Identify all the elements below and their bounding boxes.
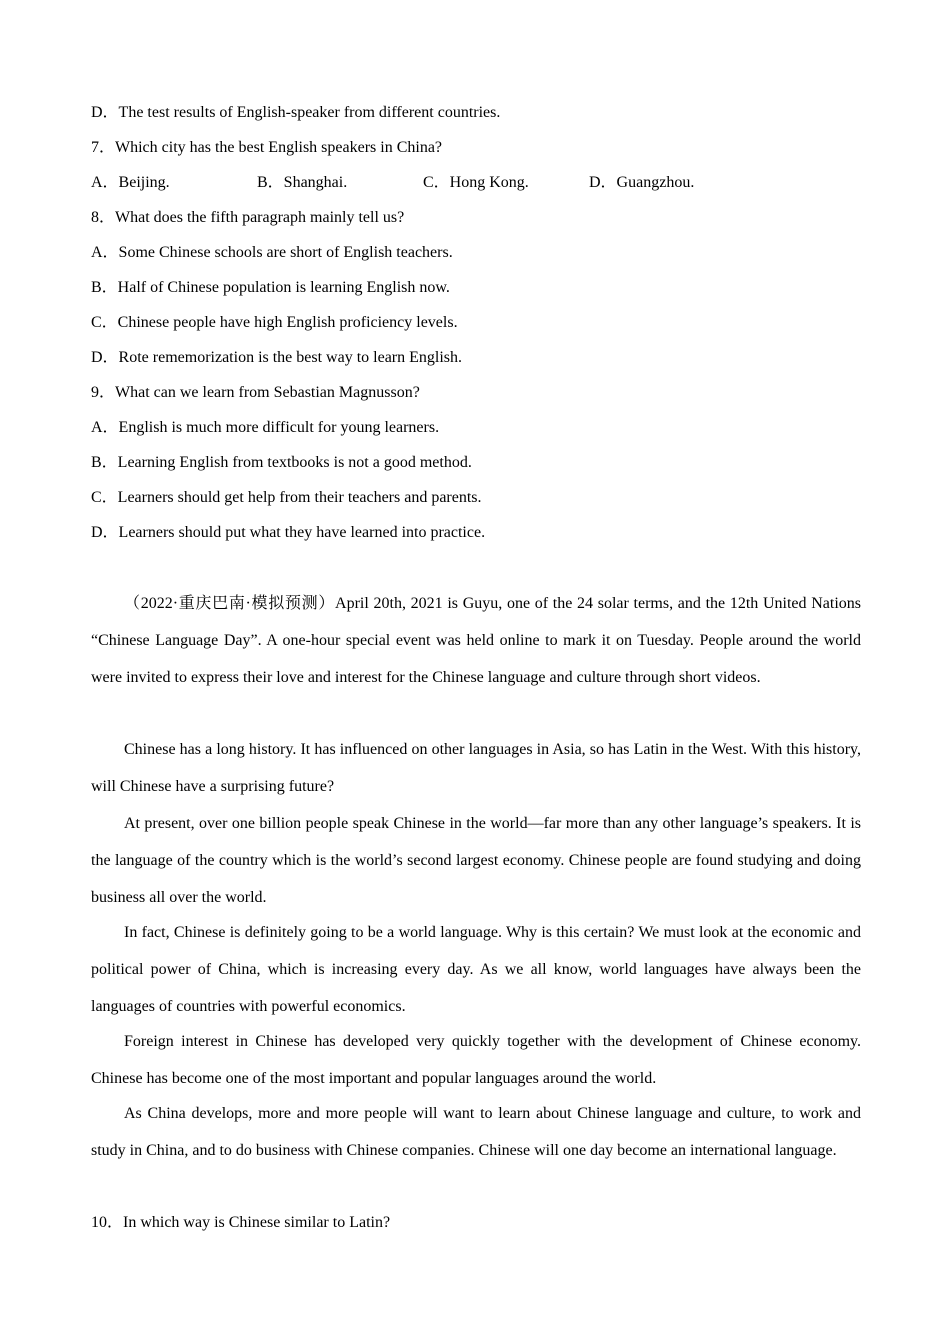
paragraph-1-text: April 20th, 2021 is Guyu, one of the 24 solar terms, and the 12th United Nations “Chinese Language Day”. A one-hour special event was held online to mark it on Tuesday. People around the world were invited to express their love and interest for the Chinese language and culture through short videos.: [91, 595, 862, 686]
q8-option-d: D．Rote rememorization is the best way to learn English.: [91, 349, 463, 366]
q7-option-a: A．Beijing.: [91, 174, 170, 191]
q8-option-b: B．Half of Chinese population is learning English now.: [91, 279, 450, 296]
q8-stem: 8．What does the fifth paragraph mainly tell us?: [91, 209, 405, 226]
passage-source: （2022·重庆巴南·模拟预测）: [124, 595, 336, 612]
q7-stem: 7．Which city has the best English speakers in China?: [91, 139, 443, 156]
q9-option-d: D．Learners should put what they have learned into practice.: [91, 524, 486, 541]
passage-paragraph-6: As China develops, more and more people will want to learn about Chinese language and culture, to work and study in China, and to do business with Chinese companies. Chinese will one day become an international language.: [91, 1105, 861, 1159]
q7-option-b: B．Shanghai.: [257, 174, 348, 191]
passage-paragraph-4: In fact, Chinese is definitely going to be a world language. Why is this certain? We must look at the economic and political power of China, which is increasing every day. As we all know, world languages have always been the languages of countries with powerful economics.: [91, 924, 861, 1015]
q9-option-a: A．English is much more difficult for young learners.: [91, 419, 440, 436]
q9-stem: 9．What can we learn from Sebastian Magnusson?: [91, 384, 420, 401]
q7-option-d: D．Guangzhou.: [589, 174, 695, 191]
q9-option-c: C．Learners should get help from their teachers and parents.: [91, 489, 482, 506]
q9-option-b: B．Learning English from textbooks is not a good method.: [91, 454, 472, 471]
passage-paragraph-2: Chinese has a long history. It has influenced on other languages in Asia, so has Latin in the West. With this history, will Chinese have a surprising future?: [91, 741, 861, 795]
passage-paragraph-1: [91, 585, 861, 696]
passage-paragraph-3: At present, over one billion people speak Chinese in the world—far more than any other language’s speakers. It is the language of the country which is the world’s second largest economy. Chinese people are found studying and doing business all over the world.: [91, 815, 861, 906]
q10-stem: 10．In which way is Chinese similar to Latin?: [91, 1214, 391, 1231]
q7-option-c: C．Hong Kong.: [423, 174, 529, 191]
q8-option-a: A．Some Chinese schools are short of English teachers.: [91, 244, 453, 261]
q8-option-c: C．Chinese people have high English proficiency levels.: [91, 314, 458, 331]
passage-paragraph-5: Foreign interest in Chinese has developed very quickly together with the development of Chinese economy. Chinese has become one of the most important and popular languages around the world.: [91, 1033, 861, 1087]
q6-option-d: D．The test results of English-speaker from different countries.: [91, 104, 501, 121]
